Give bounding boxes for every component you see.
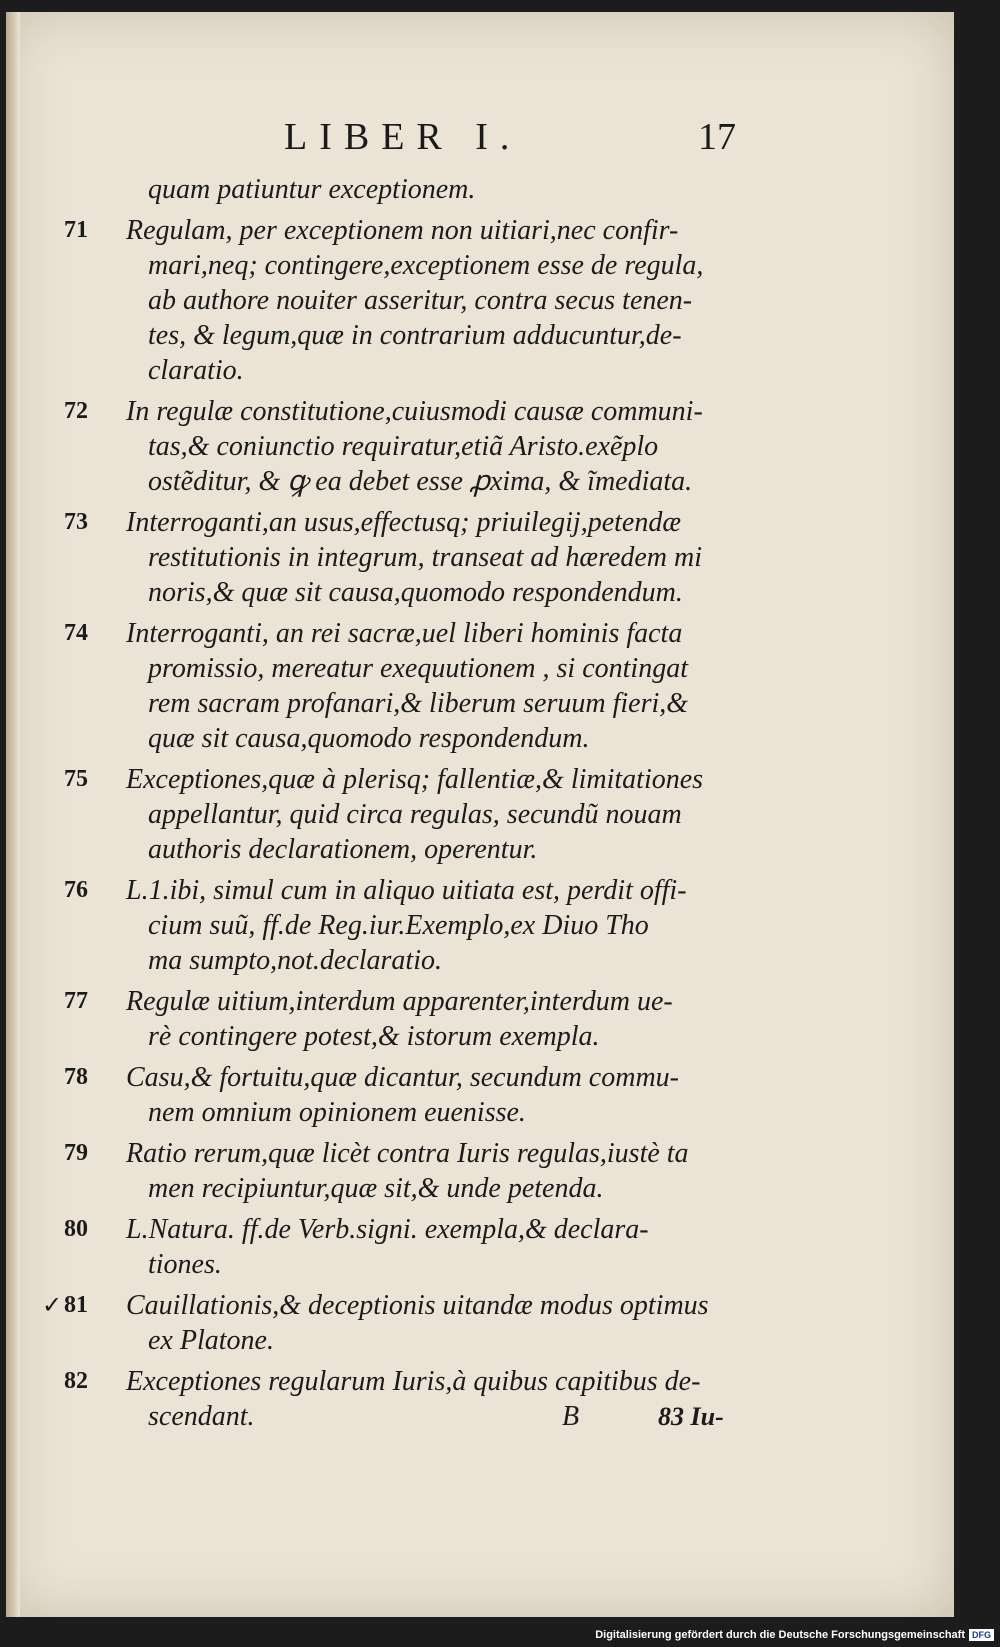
entry-line: In regulæ constitutione,cuiusmodi causæ communi- [126, 396, 703, 427]
page-number: 17 [698, 116, 736, 158]
entry-line: mari,neq; contingere,exceptionem esse de regula, [148, 250, 704, 281]
entry-number: 82 [64, 1368, 88, 1394]
list-item [6, 1364, 954, 1434]
entry-line: Regulam, per exceptionem non uitiari,nec confir- [126, 215, 679, 246]
entry-line: claratio. [148, 355, 244, 386]
list-item [6, 505, 954, 610]
list-item [6, 213, 954, 388]
entry-line: Exceptiones regularum Iuris,à quibus capitibus de- [126, 1366, 701, 1397]
signature-mark: B [562, 1401, 580, 1432]
list-item [6, 984, 954, 1054]
entry-line: L.Natura. ff.de Verb.signi. exempla,& declara- [126, 1214, 649, 1245]
entry-line: Exceptiones,quæ à plerisq; fallentiæ,& limitationes [126, 764, 704, 795]
entry-line: Cauillationis,& deceptionis uitandæ modus optimus [126, 1290, 709, 1321]
entry-number: 81 [64, 1292, 88, 1318]
entry-line: noris,& quæ sit causa,quomodo respondendum. [148, 577, 683, 608]
entry-number: 71 [64, 217, 88, 243]
entry-line: cium suũ, ff.de Reg.iur.Exemplo,ex Diuo Tho [148, 910, 649, 941]
entry-number: 78 [64, 1064, 88, 1090]
list-item [6, 873, 954, 978]
credit-text: Digitalisierung gefördert durch die Deutsche Forschungsgemeinschaft [595, 1629, 965, 1641]
book-page [6, 12, 954, 1617]
entry-number: 74 [64, 620, 88, 646]
entry-line: ma sumpto,not.declaratio. [148, 945, 442, 976]
entry-line: nem omnium opinionem euenisse. [148, 1097, 526, 1128]
entry-line: Ratio rerum,quæ licèt contra Iuris regulas,iustè ta [126, 1138, 689, 1169]
list-item [6, 394, 954, 499]
entry-line: Casu,& fortuitu,quæ dicantur, secundum commu- [126, 1062, 679, 1093]
entry-line: Regulæ uitium,interdum apparenter,interdum ue- [126, 986, 673, 1017]
list-item [6, 172, 954, 207]
entry-number: 75 [64, 766, 88, 792]
entry-line: ostẽditur, & ꝙ ea debet esse ꝓxima, & ĩmediata. [148, 466, 693, 497]
entry-number: 77 [64, 988, 88, 1014]
catchword: 83 Iu- [658, 1402, 724, 1431]
entry-number: 79 [64, 1140, 88, 1166]
entry-line: ab authore nouiter asseritur, contra secus tenen- [148, 285, 693, 316]
running-title: LIBER I. [284, 116, 522, 158]
entry-line: appellantur, quid circa regulas, secundũ nouam [148, 799, 682, 830]
entry-line: authoris declarationem, operentur. [148, 834, 538, 865]
entry-number: 76 [64, 877, 88, 903]
dfg-logo-badge: DFG [969, 1629, 994, 1641]
entry-line: quæ sit causa,quomodo respondendum. [148, 723, 590, 754]
list-item [6, 1212, 954, 1282]
list-item [6, 762, 954, 867]
entry-line: quam patiuntur exceptionem. [148, 174, 476, 205]
entry-line: scendant. B 83 Iu- [148, 1401, 724, 1432]
entry-line: rem sacram profanari,& liberum seruum fieri,& [148, 688, 689, 719]
digitization-credit [595, 1629, 994, 1641]
entry-line: Interroganti,an usus,effectusq; priuilegij,petendæ [126, 507, 682, 538]
entry-line: tiones. [148, 1249, 222, 1280]
entry-number: 80 [64, 1216, 88, 1242]
entry-line: rè contingere potest,& istorum exempla. [148, 1021, 600, 1052]
entry-line: L.1.ibi, simul cum in aliquo uitiata est, perdit offi- [126, 875, 687, 906]
list-item [6, 1288, 954, 1358]
list-item [6, 1136, 954, 1206]
handwritten-check-mark: ✓ [42, 1291, 63, 1319]
list-item [6, 616, 954, 756]
entry-number: 72 [64, 398, 88, 424]
running-header [6, 107, 954, 167]
entry-line: tes, & legum,quæ in contrarium adducuntur,de- [148, 320, 682, 351]
entry-line: Interroganti, an rei sacræ,uel liberi hominis facta [126, 618, 683, 649]
entry-number: 73 [64, 509, 88, 535]
entry-line: men recipiuntur,quæ sit,& unde petenda. [148, 1173, 604, 1204]
entry-line: promissio, mereatur exequutionem , si contingat [148, 653, 688, 684]
entry-line: tas,& coniunctio requiratur,etiã Aristo.exẽplo [148, 431, 659, 462]
list-item [6, 1060, 954, 1130]
table-of-contents [6, 172, 954, 1440]
entry-line: restitutionis in integrum, transeat ad hæredem mi [148, 542, 703, 573]
entry-line: ex Platone. [148, 1325, 274, 1356]
